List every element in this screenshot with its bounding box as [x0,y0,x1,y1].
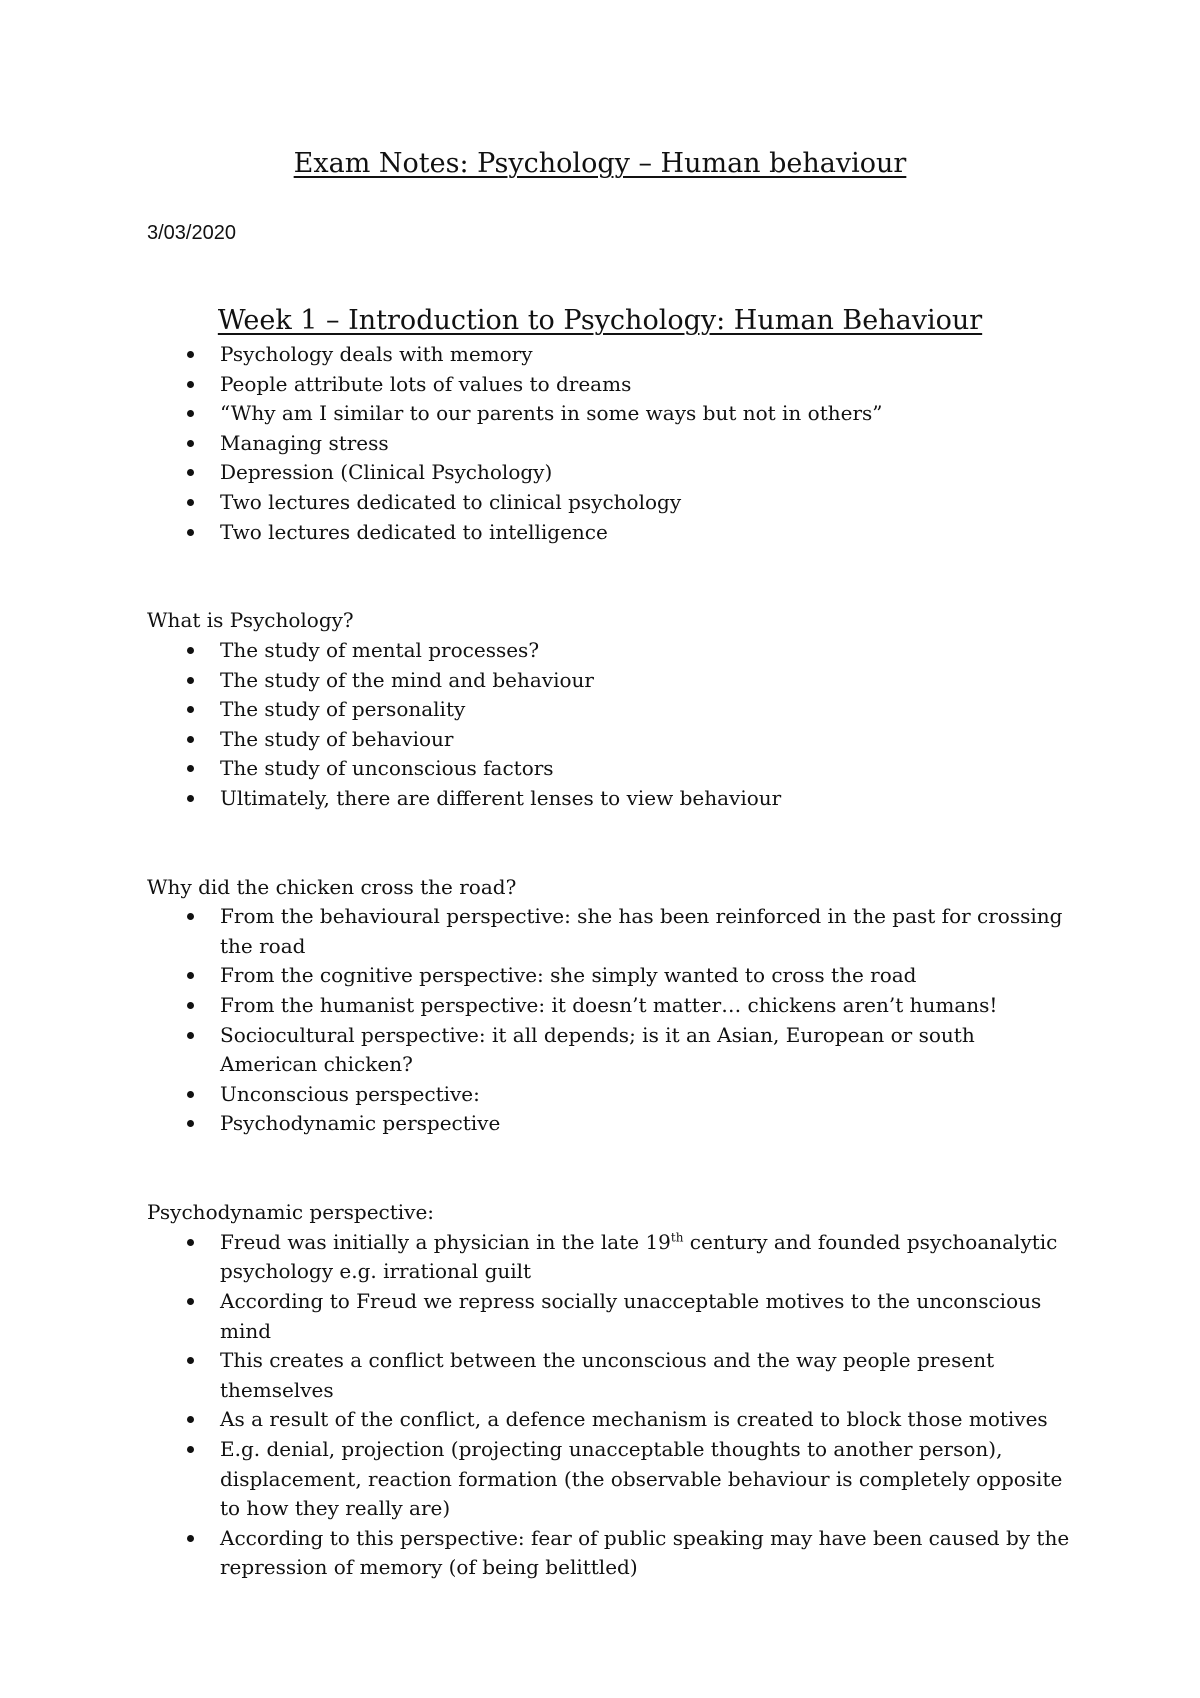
list-item: According to Freud we repress socially unacceptable motives to the unconscious mind [147,1287,1077,1346]
list-item: The study of behaviour [147,725,1077,755]
list-item: Ultimately, there are different lenses to view behaviour [147,784,1077,814]
spacer [147,577,1077,607]
spacer [147,843,1077,873]
list-item: From the behavioural perspective: she has been reinforced in the past for crossing the road [147,902,1077,961]
week-1-list [147,340,1077,547]
list-item [147,1228,1077,1287]
list-item: The study of personality [147,695,1077,725]
list-item: Unconscious perspective: [147,1080,1077,1110]
section-chicken: Why did the chicken cross the road? [147,874,517,899]
list-item: “Why am I similar to our parents in some ways but not in others” [147,399,1077,429]
list-item: Depression (Clinical Psychology) [147,458,1077,488]
list-item: This creates a conflict between the unconscious and the way people present themselves [147,1346,1077,1405]
spacer [147,1169,1077,1199]
psychodynamic-list [147,1228,1077,1583]
spacer [147,814,1077,844]
freud-text-end: century and founded psychoanalytic psychology e.g. irrational guilt [220,1229,1058,1284]
chicken-list [147,902,1077,1139]
list-item: From the cognitive perspective: she simply wanted to cross the road [147,961,1077,991]
spacer [147,1139,1077,1169]
ordinal-superscript: th [670,1230,684,1245]
list-item: Two lectures dedicated to clinical psychology [147,488,1077,518]
list-item: Sociocultural perspective: it all depends; is it an Asian, European or south American chicken? [147,1021,1077,1080]
list-item: Psychodynamic perspective [147,1109,1077,1139]
list-item: The study of mental processes? [147,636,1077,666]
list-item: The study of unconscious factors [147,754,1077,784]
freud-text-start: Freud was initially a physician in the late 19 [220,1229,671,1254]
list-item: As a result of the conflict, a defence mechanism is created to block those motives [147,1405,1077,1435]
document-title: Exam Notes: Psychology – Human behaviour [293,148,907,179]
document-date: 3/03/2020 [147,222,236,244]
spacer [147,547,1077,577]
list-item: People attribute lots of values to dreams [147,370,1077,400]
week-1-heading: Week 1 – Introduction to Psychology: Human Behaviour [217,305,983,336]
list-item: Managing stress [147,429,1077,459]
what-is-list [147,636,1077,814]
list-item: The study of the mind and behaviour [147,666,1077,696]
list-item: E.g. denial, projection (projecting unacceptable thoughts to another person), displacement, reaction formation (the observable behaviour is completely opposite to how they really are) [147,1435,1077,1524]
list-item: Psychology deals with memory [147,340,1077,370]
list-item: From the humanist perspective: it doesn’t matter… chickens aren’t humans! [147,991,1077,1021]
section-psychodynamic: Psychodynamic perspective: [147,1200,435,1225]
section-what-is-psychology: What is Psychology? [147,608,354,633]
list-item: According to this perspective: fear of public speaking may have been caused by the repression of memory (of being belittled) [147,1524,1077,1583]
notes-body [147,340,1077,1583]
list-item: Two lectures dedicated to intelligence [147,518,1077,548]
